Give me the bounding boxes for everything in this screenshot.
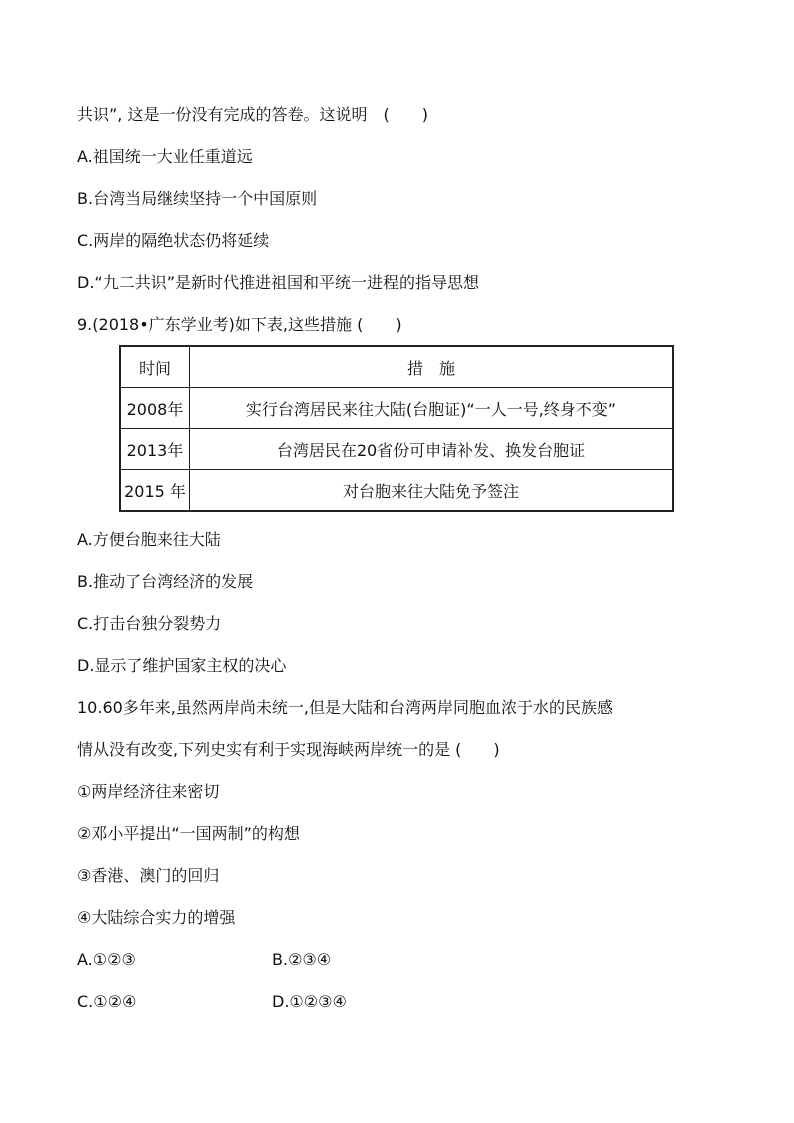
table-header-row [120, 346, 673, 388]
table-header-time: 时间 [120, 346, 190, 388]
q10-item-1: ①两岸经济往来密切 [77, 782, 220, 801]
q9-option-c: C.打击台独分裂势力 [77, 614, 222, 633]
q10-item-2: ②邓小平提出“一国两制”的构想 [77, 824, 300, 843]
table-cell-measure: 实行台湾居民来往大陆(台胞证)“一人一号,终身不变” [190, 388, 674, 429]
q9-option-b: B.推动了台湾经济的发展 [77, 572, 254, 591]
table-cell-measure: 对台胞来往大陆免予签注 [190, 470, 674, 512]
table-cell-time: 2015 年 [120, 470, 190, 512]
q10-option-d: D.①②③④ [272, 992, 347, 1011]
q10-item-4: ④大陆综合实力的增强 [77, 908, 236, 927]
q8-option-b: B.台湾当局继续坚持一个中国原则 [77, 189, 318, 208]
q9-stem: 9.(2018•广东学业考)如下表,这些措施 ( ) [77, 315, 402, 334]
q10-option-c: C.①②④ [77, 992, 137, 1011]
table-row [120, 470, 673, 512]
q8-stem-tail: 共识”, 这是一份没有完成的答卷。这说明 ( ) [77, 105, 428, 124]
table-header-measures: 措 施 [190, 346, 674, 388]
q10-stem-line2: 情从没有改变,下列史实有利于实现海峡两岸统一的是 ( ) [77, 740, 500, 759]
q8-option-a: A.祖国统一大业任重道远 [77, 147, 253, 166]
q10-item-3: ③香港、澳门的回归 [77, 866, 220, 885]
q9-measures-table [119, 345, 674, 512]
q9-option-a: A.方便台胞来往大陆 [77, 530, 221, 549]
table-cell-measure: 台湾居民在20省份可申请补发、换发台胞证 [190, 429, 674, 470]
q9-option-d: D.显示了维护国家主权的决心 [77, 656, 287, 675]
table-row [120, 429, 673, 470]
q10-option-a: A.①②③ [77, 950, 136, 969]
table-row [120, 388, 673, 429]
q10-option-b: B.②③④ [272, 950, 332, 969]
q10-stem-line1: 10.60多年来,虽然两岸尚未统一,但是大陆和台湾两岸同胞血浓于水的民族感 [77, 698, 613, 717]
table-cell-time: 2013年 [120, 429, 190, 470]
q8-option-d: D.“九二共识”是新时代推进祖国和平统一进程的指导思想 [77, 273, 479, 292]
q8-option-c: C.两岸的隔绝状态仍将延续 [77, 231, 270, 250]
table-cell-time: 2008年 [120, 388, 190, 429]
